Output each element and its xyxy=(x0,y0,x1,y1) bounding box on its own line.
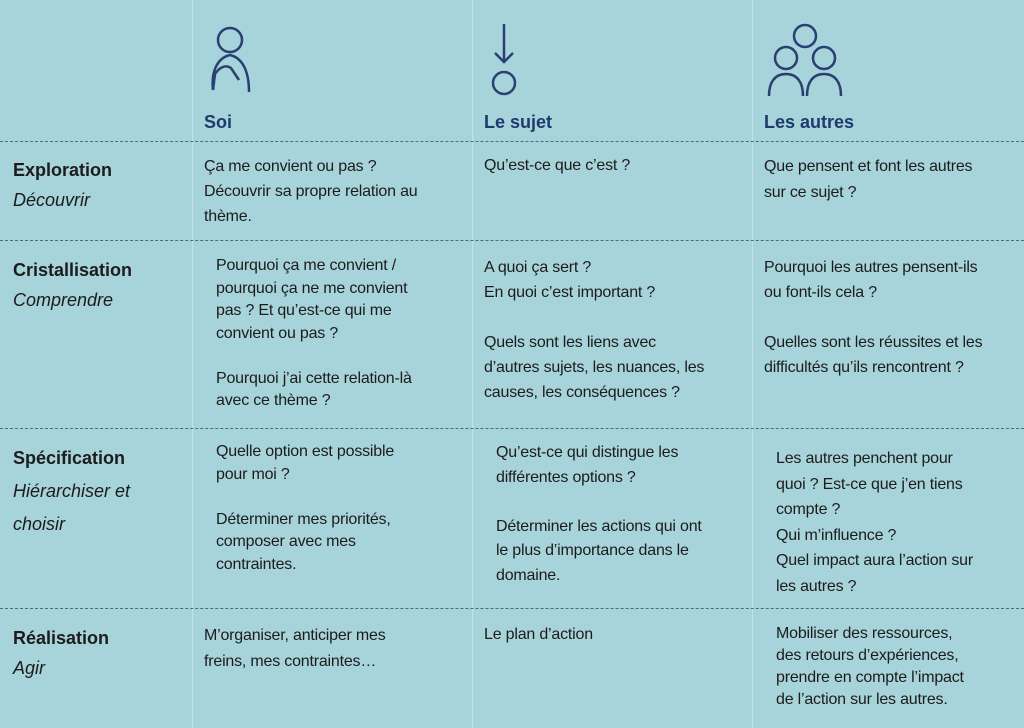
column-divider xyxy=(192,0,193,728)
row-title: Cristallisation xyxy=(13,260,133,280)
row-label-specification xyxy=(13,442,130,541)
column-divider xyxy=(472,0,473,728)
row-divider xyxy=(0,428,1024,429)
column-header-le-sujet: Le sujet xyxy=(484,112,553,132)
row-label-realisation xyxy=(13,623,109,683)
group-icon xyxy=(765,22,845,98)
arrow-down-circle-icon xyxy=(488,22,520,97)
row-subtitle: Hiérarchiser et choisir xyxy=(13,481,131,534)
column-divider xyxy=(752,0,753,728)
cell-specification-autres: Les autres penchent pour quoi ? Est-ce que j’en tiens compte ? Qui m’influence ? Quel impact aura l’action sur les autres ? xyxy=(776,450,973,595)
cell-exploration-autres: Que pensent et font les autres sur ce sujet ? xyxy=(764,158,973,201)
cell-realisation-soi: M’organiser, anticiper mes freins, mes contraintes… xyxy=(204,627,386,670)
cell-exploration-sujet: Qu’est-ce que c’est ? xyxy=(484,157,631,174)
row-divider xyxy=(0,141,1024,142)
cell-cristallisation-soi: Pourquoi ça me convient / pourquoi ça ne me convient pas ? Et qu’est-ce qui me convient ou pas ? Pourquoi j’ai cette relation-là avec ce thème ? xyxy=(216,257,412,409)
cell-realisation-autres: Mobiliser des ressources, des retours d’expériences, prendre en compte l’impact de l’action sur les autres. xyxy=(776,625,964,708)
row-subtitle: Agir xyxy=(13,658,46,678)
cell-realisation-sujet: Le plan d’action xyxy=(484,626,593,643)
row-title: Spécification xyxy=(13,448,126,468)
cell-exploration-soi: Ça me convient ou pas ? Découvrir sa propre relation au thème. xyxy=(204,158,418,225)
row-subtitle: Comprendre xyxy=(13,290,114,310)
cell-cristallisation-sujet: A quoi ça sert ? En quoi c’est important ? Quels sont les liens avec d’autres sujets, les nuances, les causes, les conséquences ? xyxy=(484,259,705,401)
person-icon xyxy=(205,22,255,94)
row-title: Réalisation xyxy=(13,628,110,648)
row-divider xyxy=(0,240,1024,241)
row-subtitle: Découvrir xyxy=(13,190,91,210)
cell-specification-sujet: Qu’est-ce qui distingue les différentes options ? Déterminer les actions qui ont le plus d’importance dans le domaine. xyxy=(496,444,702,584)
row-divider xyxy=(0,608,1024,609)
cell-cristallisation-autres: Pourquoi les autres pensent-ils ou font-ils cela ? Quelles sont les réussites et les difficultés qu’ils rencontrent ? xyxy=(764,259,983,376)
row-label-exploration xyxy=(13,155,112,215)
row-label-cristallisation xyxy=(13,255,132,315)
row-title: Exploration xyxy=(13,160,113,180)
column-header-soi: Soi xyxy=(204,112,233,132)
column-header-les-autres: Les autres xyxy=(764,112,855,132)
cell-specification-soi: Quelle option est possible pour moi ? Déterminer mes priorités, composer avec mes contraintes. xyxy=(216,443,395,573)
